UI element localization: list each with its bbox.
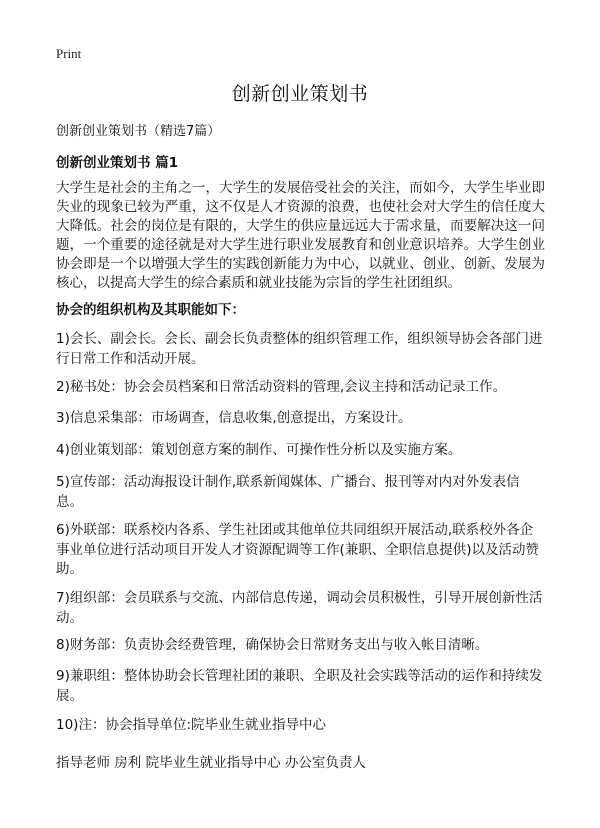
duty-item-planning: 4)创业策划部：策划创意方案的制作、可操作性分析以及实施方案。 — [56, 442, 462, 458]
organization-heading: 协会的组织机构及其职能如下： — [56, 302, 245, 318]
intro-paragraph: 大学生是社会的主角之一，大学生的发展倍受社会的关注，而如今，大学生毕业即失业的现象已较为严重，这不仅是人才资源的浪费，也使社会对大学生的信任度大大降低。社会的岗位是有限的，大学生的供应量远远大于需求量，而要解决这一问题，一个重要的途径就是对大学生进行职业发展教育和创业意识培养。大学生创业协会即是一个以增强大学生的实践创新能力为中心，以就业、创业、创新、发展为核心，以提高大学生的综合素质和就业技能为宗旨的学生社团组织。 — [56, 180, 545, 291]
duty-item-president: 1)会长、副会长。会长、副会长负责整体的组织管理工作，组织领导协会各部门进行日常工作和活动开展。 — [56, 331, 543, 367]
document-subtitle: 创新创业策划书（精选7篇） — [56, 124, 221, 139]
duty-item-organization: 7)组织部：会员联系与交流、内部信息传递，调动会员积极性，引导开展创新性活动。 — [56, 590, 543, 626]
advisor-line: 指导老师 房利 院毕业生就业指导中心 办公室负责人 — [56, 755, 366, 771]
section-heading: 创新创业策划书 篇1 — [56, 155, 179, 171]
print-link[interactable]: Print — [56, 46, 82, 61]
duty-item-external: 6)外联部：联系校内各系、学生社团或其他单位共同组织开展活动,联系校外各企事业单位进行活动项目开发人才资源配调等工作(兼职、全职信息提供)以及活动赞助。 — [56, 522, 540, 577]
duty-item-information: 3)信息采集部：市场调查，信息收集,创意提出，方案设计。 — [56, 410, 412, 426]
duty-item-parttime: 9)兼职组：整体协助会长管理社团的兼职、全职及社会实践等活动的运作和持续发展。 — [56, 668, 543, 704]
duty-item-finance: 8)财务部：负责协会经费管理，确保协会日常财务支出与收入帐目清晰。 — [56, 637, 489, 653]
duty-item-publicity: 5)宣传部：活动海报设计制作,联系新闻媒体、广播台、报刊等对内对外发表信息。 — [56, 474, 520, 510]
page-title: 创新创业策划书 — [231, 83, 369, 105]
duty-item-note: 10)注：协会指导单位:院毕业生就业指导中心 — [56, 717, 326, 733]
duty-item-secretariat: 2)秘书处：协会会员档案和日常活动资料的管理,会议主持和活动记录工作。 — [56, 379, 507, 395]
